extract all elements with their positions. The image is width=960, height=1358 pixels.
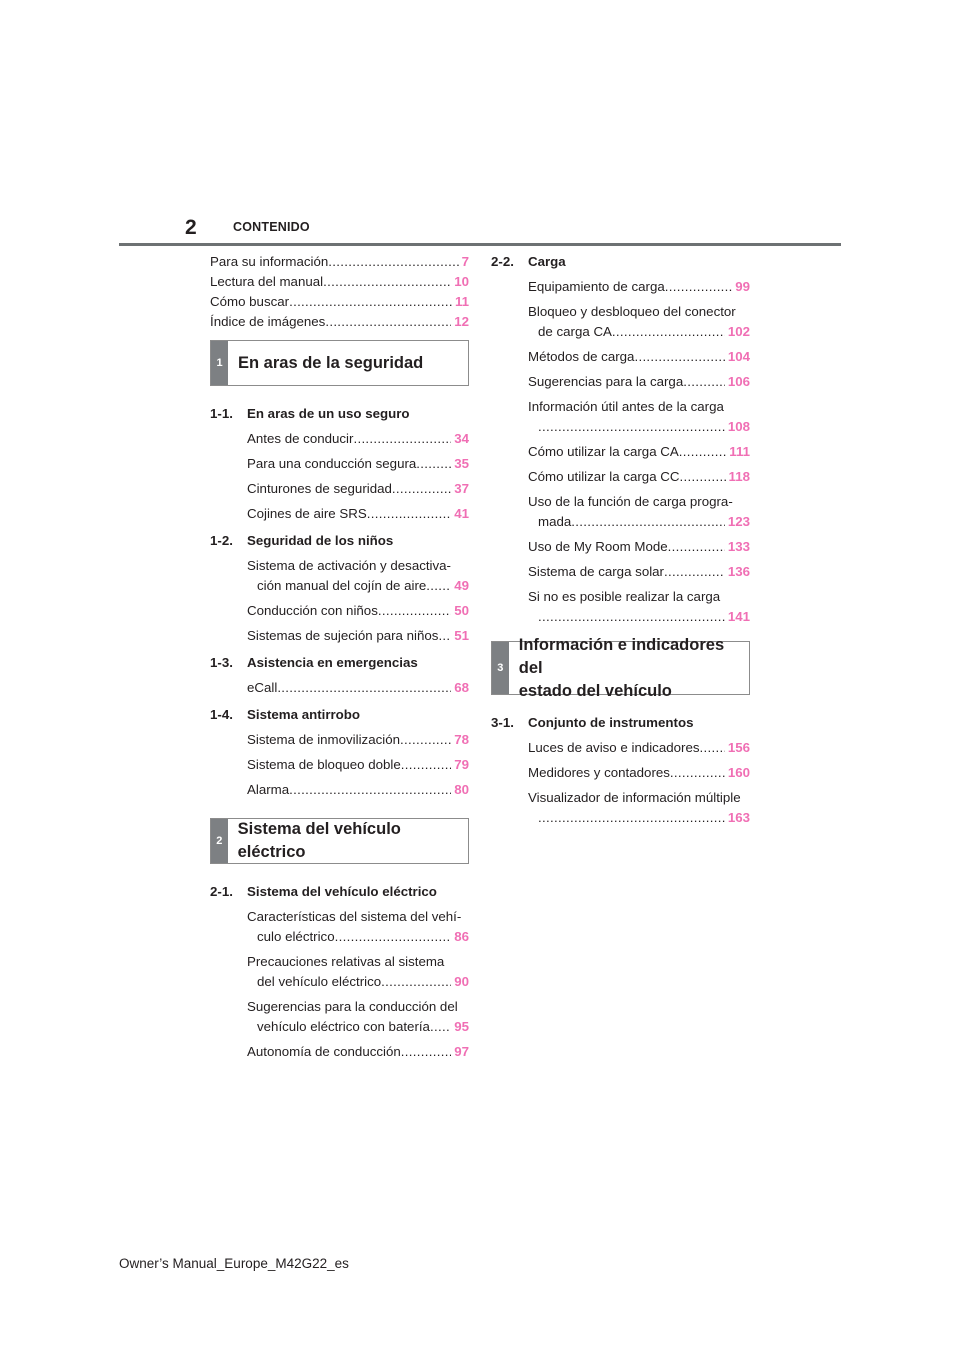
entry-label: Cómo buscar bbox=[210, 294, 290, 309]
toc-entry[interactable]: Alarma ..... 80 bbox=[210, 780, 469, 800]
page-ref[interactable]: 118 bbox=[728, 469, 750, 484]
toc-entry[interactable]: Sistema de inmovilización ..... 78 bbox=[210, 730, 469, 750]
page-ref[interactable]: 111 bbox=[729, 444, 750, 459]
page-ref[interactable]: 80 bbox=[454, 782, 469, 797]
chapter-tab: 2 bbox=[211, 819, 228, 863]
page-number: 2 bbox=[185, 216, 197, 239]
toc-entry[interactable]: Visualizador de información múltiple ..... 163 bbox=[491, 788, 750, 828]
toc-entry[interactable]: Sistema de carga solar ..... 136 bbox=[491, 562, 750, 582]
entry-label: Índice de imágenes bbox=[210, 314, 326, 329]
section-heading: 1-4. Sistema antirrobo bbox=[210, 707, 361, 722]
toc-right-column bbox=[491, 252, 750, 828]
page-ref[interactable]: 7 bbox=[461, 254, 469, 269]
toc-entry[interactable]: Características del sistema del vehí- culo eléctrico ..... 86 bbox=[210, 907, 469, 947]
chapter-title-line: Sistema del vehículo eléctrico bbox=[237, 820, 401, 861]
page-ref[interactable]: 160 bbox=[727, 765, 750, 780]
chapter-title bbox=[228, 341, 423, 385]
page-ref[interactable]: 133 bbox=[727, 539, 750, 554]
chapter-tab: 3 bbox=[492, 642, 509, 694]
toc-entry[interactable] bbox=[210, 292, 469, 312]
toc-entry[interactable]: Precauciones relativas al sistema del vehículo eléctrico ..... 90 bbox=[210, 952, 469, 992]
page-ref[interactable]: 90 bbox=[454, 974, 469, 989]
page-ref[interactable]: 104 bbox=[727, 349, 750, 364]
toc-entry[interactable] bbox=[210, 272, 469, 292]
chapter-2-box[interactable] bbox=[210, 818, 469, 864]
running-head: CONTENIDO bbox=[233, 220, 310, 234]
toc-entry[interactable]: Equipamiento de carga ..... 99 bbox=[491, 277, 750, 297]
chapter-3-box[interactable] bbox=[491, 635, 750, 700]
toc-entry[interactable]: Antes de conducir ..... 34 bbox=[210, 429, 469, 449]
toc-entry[interactable]: Cojines de aire SRS ..... 41 bbox=[210, 504, 469, 524]
page-ref[interactable]: 141 bbox=[727, 609, 750, 624]
page-ref[interactable]: 35 bbox=[454, 456, 469, 471]
section-heading: 1-1. En aras de un uso seguro bbox=[210, 406, 410, 421]
toc-entry[interactable]: Conducción con niños ..... 50 bbox=[210, 601, 469, 621]
section-heading: 1-2. Seguridad de los niños bbox=[210, 533, 394, 548]
toc-entry[interactable]: Para una conducción segura ..... 35 bbox=[210, 454, 469, 474]
toc-entry[interactable] bbox=[210, 312, 469, 332]
toc-entry[interactable] bbox=[210, 252, 469, 272]
toc-entry[interactable]: Cinturones de seguridad ..... 37 bbox=[210, 479, 469, 499]
page-ref[interactable]: 10 bbox=[454, 274, 469, 289]
toc-entry[interactable]: Uso de la función de carga progra- mada ..... 123 bbox=[491, 492, 750, 532]
toc-entry[interactable]: Sistema de bloqueo doble ..... 79 bbox=[210, 755, 469, 775]
page-ref[interactable]: 97 bbox=[454, 1044, 469, 1059]
section-heading: 3-1. Conjunto de instrumentos bbox=[491, 715, 694, 730]
toc-entry[interactable]: Sistemas de sujeción para niños ..... 51 bbox=[210, 626, 469, 646]
page-ref[interactable]: 50 bbox=[454, 603, 469, 618]
page-ref[interactable]: 95 bbox=[454, 1019, 469, 1034]
page-ref[interactable]: 108 bbox=[727, 419, 750, 434]
chapter-1-box[interactable] bbox=[210, 340, 469, 386]
toc-entry[interactable]: Si no es posible realizar la carga ..... 141 bbox=[491, 587, 750, 627]
toc-entry[interactable]: Sugerencias para la carga ..... 106 bbox=[491, 372, 750, 392]
toc-entry[interactable]: Información útil antes de la carga ..... 108 bbox=[491, 397, 750, 437]
page-ref[interactable]: 37 bbox=[454, 481, 469, 496]
toc-entry[interactable]: Cómo utilizar la carga CA ..... 111 bbox=[491, 442, 750, 462]
toc-entry[interactable]: Medidores y contadores ..... 160 bbox=[491, 763, 750, 783]
toc-entry[interactable]: Métodos de carga ..... 104 bbox=[491, 347, 750, 367]
page-ref[interactable]: 41 bbox=[454, 506, 469, 521]
page-ref[interactable]: 34 bbox=[454, 431, 469, 446]
entry-label: Para su información bbox=[210, 254, 329, 269]
page-ref[interactable]: 12 bbox=[454, 314, 469, 329]
toc-entry[interactable]: eCall ..... 68 bbox=[210, 678, 469, 698]
chapter-title-line: estado del vehículo bbox=[518, 681, 672, 700]
page-ref[interactable]: 106 bbox=[727, 374, 750, 389]
page-ref[interactable]: 11 bbox=[454, 294, 469, 309]
entry-label: Lectura del manual bbox=[210, 274, 324, 289]
chapter-title bbox=[228, 819, 468, 863]
chapter-title-line: Información e indicadores del bbox=[518, 635, 725, 677]
page-ref[interactable]: 51 bbox=[454, 628, 469, 643]
page-ref[interactable]: 136 bbox=[727, 564, 750, 579]
page-ref[interactable]: 102 bbox=[727, 324, 750, 339]
toc-entry[interactable]: Bloqueo y desbloqueo del conector de carga CA ..... 102 bbox=[491, 302, 750, 342]
page-ref[interactable]: 68 bbox=[454, 680, 469, 695]
chapter-tab: 1 bbox=[211, 341, 228, 385]
page-ref[interactable]: 49 bbox=[454, 578, 469, 593]
page-ref[interactable]: 163 bbox=[727, 810, 750, 825]
footer-text: Owner’s Manual_Europe_M42G22_es bbox=[119, 1256, 349, 1271]
page-ref[interactable]: 156 bbox=[727, 740, 750, 755]
header-rule bbox=[119, 243, 841, 246]
toc-entry[interactable]: Sistema de activación y desactiva- ción manual del cojín de aire ..... 49 bbox=[210, 556, 469, 596]
toc-entry[interactable]: Sugerencias para la conducción del vehículo eléctrico con batería ..... 95 bbox=[210, 997, 469, 1037]
page-ref[interactable]: 123 bbox=[727, 514, 750, 529]
chapter-title bbox=[509, 635, 749, 700]
page-ref[interactable]: 86 bbox=[454, 929, 469, 944]
toc-entry[interactable]: Autonomía de conducción ..... 97 bbox=[210, 1042, 469, 1062]
toc-left-column bbox=[210, 252, 469, 1062]
toc-entry[interactable]: Luces de aviso e indicadores ..... 156 bbox=[491, 738, 750, 758]
section-heading: 2-1. Sistema del vehículo eléctrico bbox=[210, 884, 437, 899]
section-heading: 2-2. Carga bbox=[491, 254, 566, 269]
page-ref[interactable]: 99 bbox=[735, 279, 750, 294]
page-ref[interactable]: 79 bbox=[454, 757, 469, 772]
chapter-title-line: En aras de la seguridad bbox=[238, 353, 424, 372]
section-heading: 1-3. Asistencia en emergencias bbox=[210, 655, 418, 670]
toc-entry[interactable]: Cómo utilizar la carga CC ..... 118 bbox=[491, 467, 750, 487]
page-ref[interactable]: 78 bbox=[454, 732, 469, 747]
toc-entry[interactable]: Uso de My Room Mode ..... 133 bbox=[491, 537, 750, 557]
